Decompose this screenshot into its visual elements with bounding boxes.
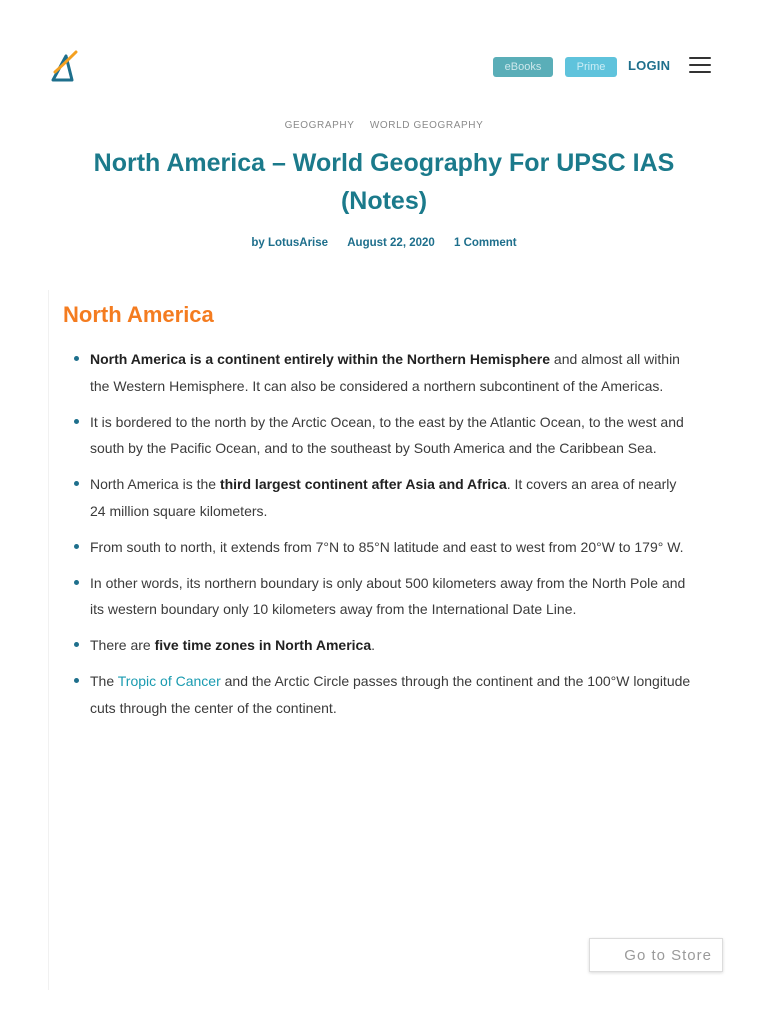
hamburger-menu-icon[interactable] <box>689 57 711 75</box>
list-item: There are five time zones in North America. <box>62 632 692 659</box>
list-item: It is bordered to the north by the Arctic Ocean, to the east by the Atlantic Ocean, to the west and south by the Pacific Ocean, and to the southeast by South America and the Caribbean Sea. <box>62 409 692 462</box>
list-item: In other words, its northern boundary is only about 500 kilometers away from the North Pole and its western boundary only 10 kilometers away from the International Date Line. <box>62 570 692 623</box>
ebooks-button[interactable]: eBooks <box>493 57 553 77</box>
prime-button[interactable]: Prime <box>565 57 617 77</box>
article-title: North America – World Geography For UPSC IAS (Notes) <box>93 149 675 215</box>
category-world-geography-link[interactable]: WORLD GEOGRAPHY <box>369 120 484 131</box>
list-item: The Tropic of Cancer and the Arctic Circle passes through the continent and the 100°W longitude cuts through the center of the continent. <box>62 668 692 721</box>
site-header <box>0 0 768 110</box>
go-to-store-button[interactable]: Go to Store <box>589 938 723 972</box>
list-item: From south to north, it extends from 7°N to 85°N latitude and east to west from 20°W to 179° W. <box>62 534 692 561</box>
list-item: North America is a continent entirely within the Northern Hemisphere and almost all within the Western Hemisphere. It can also be considered a northern subcontinent of the Americas. <box>62 346 692 399</box>
article-meta <box>0 237 768 249</box>
comments-link[interactable]: 1 Comment <box>454 237 517 249</box>
category-links <box>0 120 768 131</box>
fact-list <box>62 346 692 731</box>
lotus-arise-logo[interactable] <box>50 50 78 82</box>
login-link[interactable]: LOGIN <box>628 58 671 73</box>
tropic-of-cancer-link[interactable]: Tropic of Cancer <box>117 673 221 689</box>
list-item: North America is the third largest continent after Asia and Africa. It covers an area of nearly 24 million square kilometers. <box>62 471 692 524</box>
section-heading: North America <box>63 302 214 327</box>
category-geography-link[interactable]: GEOGRAPHY <box>284 120 355 131</box>
author-link[interactable]: by LotusArise <box>251 237 329 249</box>
publish-date[interactable]: August 22, 2020 <box>347 237 435 249</box>
